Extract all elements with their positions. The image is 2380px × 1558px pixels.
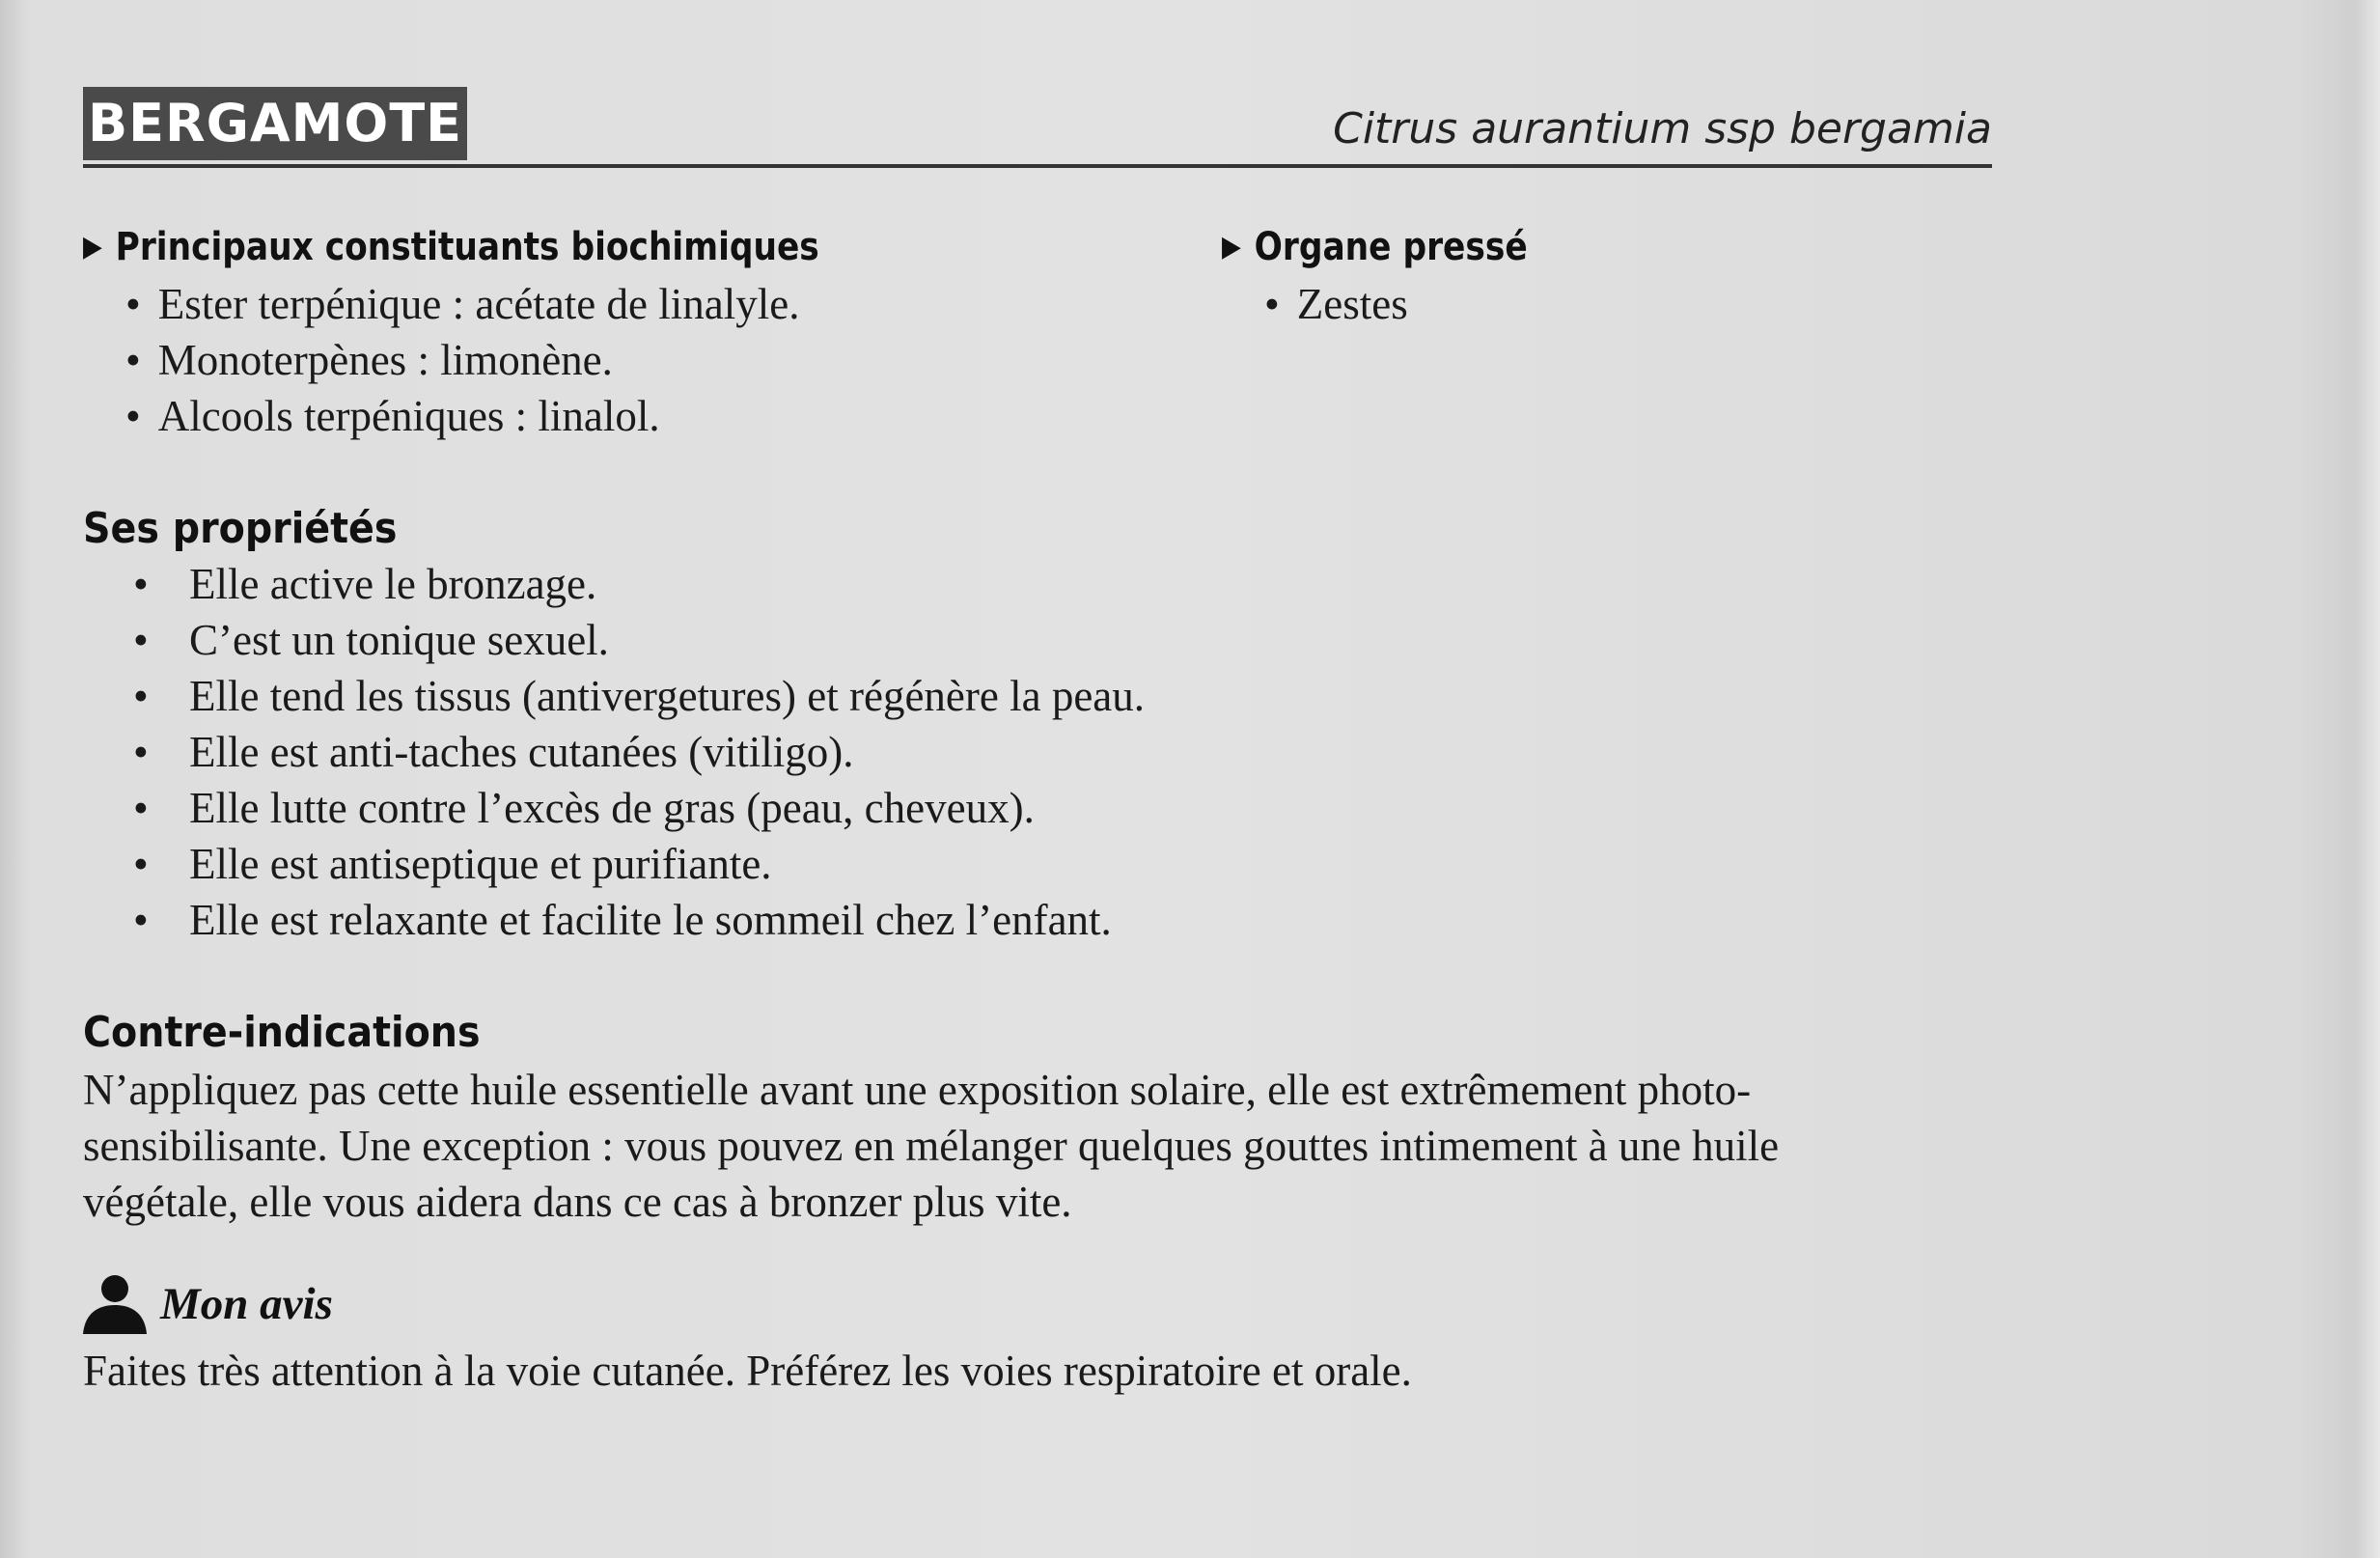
triangle-bullet-icon: ▶ (83, 230, 102, 264)
bullet-icon: • (133, 840, 149, 888)
list-item: • C’est un tonique sexuel. (83, 612, 1917, 668)
list-item: • Elle est anti-taches cutanées (vitiligo). (83, 724, 1917, 780)
organe-section (1222, 218, 1897, 332)
bullet-icon: • (133, 672, 149, 720)
bullet-icon: • (133, 616, 149, 664)
list-item: • Elle active le bronzage. (83, 556, 1917, 612)
person-icon (81, 1272, 149, 1336)
proprietes-section (83, 556, 1917, 948)
proprietes-list (83, 556, 1917, 948)
organe-heading (1222, 218, 1803, 276)
constituants-heading (83, 218, 1046, 276)
bullet-icon: • (1264, 280, 1280, 328)
bullet-icon: • (133, 784, 149, 832)
list-item: • Elle tend les tissus (antivergetures) et régénère la peau. (83, 668, 1917, 724)
proprietes-heading: Ses propriétés (83, 504, 398, 553)
avis-text: Faites très attention à la voie cutanée. Préférez les voies respiratoire et orale. (83, 1347, 1412, 1395)
contre-indications-line-1: N’appliquez pas cette huile essentielle avant une exposition solaire, elle est extrêmement photo- (83, 1066, 1752, 1114)
contre-indications-line-3: végétale, elle vous aidera dans ce cas à bronzer plus vite. (83, 1178, 1072, 1226)
constituants-list (83, 276, 1203, 444)
list-item: • Elle est antiseptique et purifiante. (83, 836, 1917, 892)
list-item: • Ester terpénique : acétate de linalyle. (125, 280, 800, 328)
avis-heading-text: Mon avis (160, 1279, 333, 1329)
monograph-header (83, 87, 1992, 168)
organe-heading-text: Organe pressé (1254, 225, 1528, 269)
triangle-bullet-icon: ▶ (1222, 230, 1241, 264)
monograph-title: BERGAMOTE (83, 87, 467, 160)
list-item: • Monoterpènes : limonène. (125, 336, 613, 384)
list-item: • Elle est relaxante et facilite le sommeil chez l’enfant. (83, 892, 1917, 948)
constituants-section (83, 218, 1203, 444)
bullet-icon: • (133, 728, 149, 776)
list-item: • Elle lutte contre l’excès de gras (peau, cheveux). (83, 780, 1917, 836)
contre-indications-heading: Contre-indications (83, 1008, 481, 1057)
bullet-icon: • (125, 392, 141, 440)
bullet-icon: • (125, 280, 141, 328)
list-item: • Zestes (1264, 280, 1408, 328)
contre-indications-line-2: sensibilisante. Une exception : vous pouvez en mélanger quelques gouttes intimement à une huile (83, 1122, 1780, 1170)
list-item: • Alcools terpéniques : linalol. (125, 392, 660, 440)
constituants-heading-text: Principaux constituants biochimiques (115, 225, 819, 269)
bullet-icon: • (133, 896, 149, 944)
latin-name: Citrus aurantium ssp bergamia (1333, 104, 1992, 153)
organe-list (1222, 276, 1897, 332)
bullet-icon: • (133, 560, 149, 608)
bullet-icon: • (125, 336, 141, 384)
